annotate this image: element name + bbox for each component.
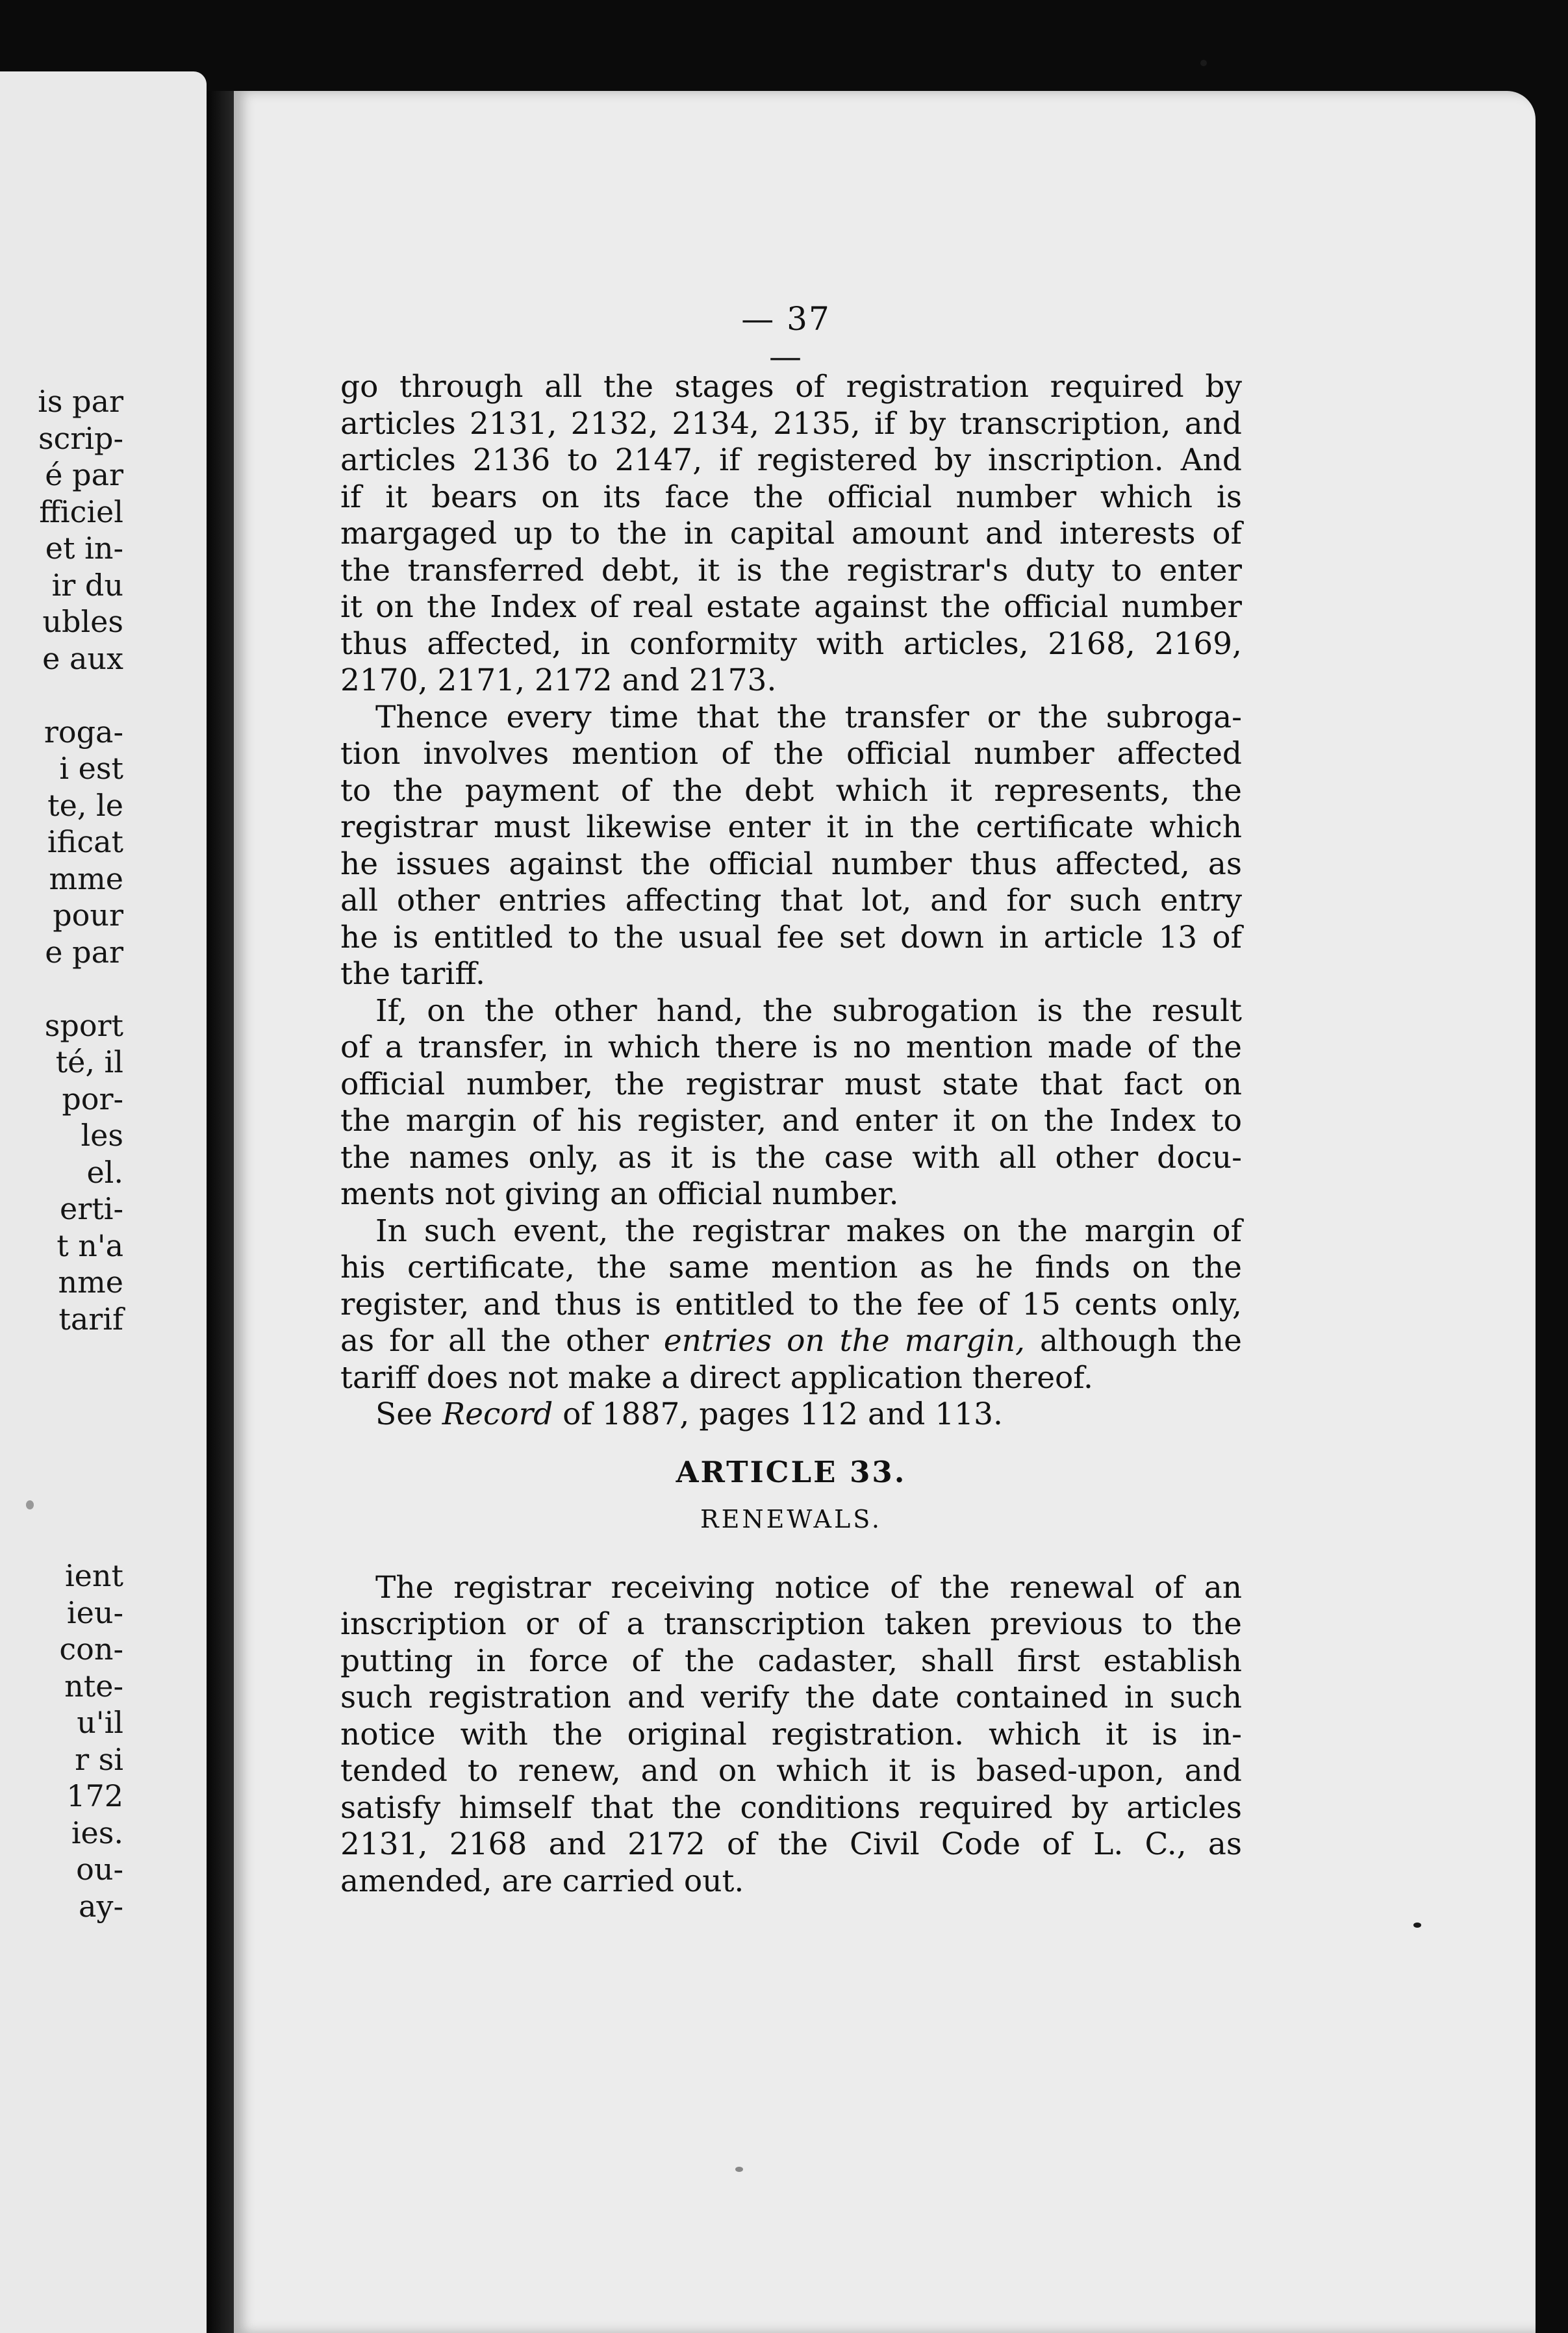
- see-suffix: of 1887, pages 112 and 113.: [563, 1396, 1003, 1432]
- see-reference: [340, 1396, 1242, 1433]
- text-fragment: although the: [1039, 1323, 1242, 1359]
- scan-speck: [1200, 60, 1207, 66]
- text-line: tariff does not make a direct application thereof.: [340, 1359, 1093, 1396]
- text-line: amended, are carried out.: [340, 1863, 744, 1899]
- previous-page-fragment: ieu-: [66, 1595, 123, 1630]
- text-line: official number, the registrar must state that fact on: [340, 1066, 1242, 1102]
- see-italic: Record: [442, 1396, 553, 1432]
- text-line: the tariff.: [340, 956, 485, 992]
- previous-page-fragment: is par: [38, 384, 123, 419]
- text-line: it on the Index of real estate against the official number: [340, 589, 1242, 625]
- text-line-with-italic: [340, 1323, 1242, 1360]
- previous-page-fragment: e aux: [42, 640, 123, 676]
- text-line: register, and thus is entitled to the fee of 15 cents only,: [340, 1286, 1242, 1322]
- text-line: satisfy himself that the conditions required by articles: [340, 1789, 1242, 1826]
- text-line: 2170, 2171, 2172 and 2173.: [340, 662, 777, 698]
- previous-page-fragment: ubles: [42, 604, 123, 639]
- previous-page-fragment: ies.: [71, 1815, 123, 1850]
- text-line: putting in force of the cadaster, shall first establish: [340, 1643, 1242, 1679]
- text-line: Thence every time that the transfer or the subroga-: [375, 699, 1242, 735]
- text-line: to the payment of the debt which it represents, the: [340, 772, 1242, 809]
- spacer: [340, 1540, 1242, 1570]
- text-line: if it bears on its face the official number which is: [340, 479, 1242, 515]
- text-line: registrar must likewise enter it in the certificate which: [340, 809, 1242, 845]
- text-line: articles 2136 to 2147, if registered by inscription. And: [340, 442, 1242, 478]
- text-line: tended to renew, and on which it is based-upon, and: [340, 1753, 1242, 1789]
- previous-page-fragment: i est: [59, 751, 123, 786]
- previous-page-fragment: ir du: [51, 567, 123, 603]
- previous-page-fragment: erti-: [60, 1191, 123, 1226]
- paragraph-2: [340, 700, 1242, 993]
- text-line: ments not giving an official number.: [340, 1176, 899, 1212]
- page-gutter: [207, 91, 235, 2333]
- text-line: inscription or of a transcription taken previous to the: [340, 1606, 1242, 1642]
- see-prefix: See: [375, 1396, 433, 1432]
- previous-page-fragment: et in-: [45, 531, 123, 566]
- previous-page-fragment: pour: [53, 898, 123, 933]
- previous-page-fragment: r si: [75, 1741, 123, 1777]
- previous-page-fragment: scrip-: [38, 420, 123, 456]
- text-line: the names only, as it is the case with all other docu-: [340, 1139, 1242, 1176]
- previous-page-fragment: les: [81, 1118, 123, 1153]
- article-subheading: RENEWALS.: [700, 1504, 882, 1533]
- text-line: The registrar receiving notice of the renewal of an: [375, 1569, 1242, 1606]
- previous-page-fragment: nte-: [64, 1668, 123, 1704]
- text-line: articles 2131, 2132, 2134, 2135, if by transcription, and: [340, 405, 1242, 442]
- text-line: In such event, the registrar makes on the margin of: [375, 1213, 1242, 1249]
- previous-page-fragment: 172: [66, 1778, 123, 1813]
- italic-phrase: entries on the margin,: [663, 1323, 1025, 1359]
- previous-page-fragment: té, il: [55, 1044, 123, 1079]
- previous-page-fragment: ient: [64, 1558, 123, 1593]
- previous-page-fragment: con-: [59, 1632, 123, 1667]
- paragraph-final: [340, 1570, 1242, 1900]
- text-line: such registration and verify the date contained in such: [340, 1680, 1242, 1715]
- text-line: he is entitled to the usual fee set down in article 13 of: [340, 919, 1242, 955]
- previous-page-fragment: ou-: [76, 1852, 123, 1887]
- text-line: the margin of his register, and enter it on the Index to: [340, 1103, 1242, 1139]
- previous-page-fragment: e par: [45, 934, 123, 970]
- previous-page-fragment: ificat: [47, 824, 123, 859]
- scan-speck: [735, 2167, 743, 2172]
- text-line: of a transfer, in which there is no mention made of the: [340, 1029, 1242, 1065]
- paragraph-1: [340, 369, 1242, 700]
- previous-page-fragment: t n'a: [57, 1228, 123, 1263]
- paragraph-4: [340, 1213, 1242, 1397]
- paragraph-3: [340, 993, 1242, 1213]
- text-line: If, on the other hand, the subrogation is the result: [375, 992, 1242, 1029]
- previous-page-fragment: fficiel: [39, 494, 123, 529]
- text-line: notice with the original registration. which it is in-: [340, 1716, 1242, 1752]
- text-line: all other entries affecting that lot, and for such entry: [340, 883, 1242, 918]
- previous-page-fragment: el.: [86, 1154, 123, 1190]
- scan-speck: [1413, 1923, 1421, 1928]
- page-body: [340, 369, 1242, 1900]
- previous-page-fragment: é par: [45, 457, 123, 492]
- previous-page-fragment: roga-: [44, 714, 123, 750]
- text-line: margaged up to the in capital amount and interests of: [340, 516, 1242, 551]
- text-line: thus affected, in conformity with articles, 2168, 2169,: [340, 625, 1242, 662]
- previous-page-fragment: ay-: [79, 1888, 123, 1924]
- previous-page-fragment: por-: [62, 1081, 123, 1116]
- previous-page-edge: [0, 71, 207, 2333]
- text-line: he issues against the official number thus affected, as: [340, 846, 1242, 882]
- text-line: the transferred debt, it is the registrar's duty to enter: [340, 552, 1242, 588]
- previous-page-fragment: u'il: [77, 1705, 123, 1740]
- text-line: his certificate, the same mention as he finds on the: [340, 1250, 1242, 1285]
- text-line: go through all the stages of registration required by: [340, 369, 1242, 405]
- text-line: 2131, 2168 and 2172 of the Civil Code of L. C., as: [340, 1826, 1242, 1862]
- article-heading: ARTICLE 33.: [676, 1454, 907, 1489]
- text-line: tion involves mention of the official number affected: [340, 736, 1242, 772]
- text-fragment: as for all the other: [340, 1323, 649, 1359]
- previous-page-fragment: sport: [44, 1007, 123, 1043]
- previous-page-fragment: mme: [49, 861, 123, 896]
- page-number: — 37 —: [741, 300, 831, 375]
- previous-page-fragment: tarif: [58, 1301, 123, 1337]
- previous-page-fragment: nme: [58, 1265, 123, 1300]
- scan-speck: [26, 1500, 34, 1509]
- previous-page-fragment: te, le: [47, 787, 123, 823]
